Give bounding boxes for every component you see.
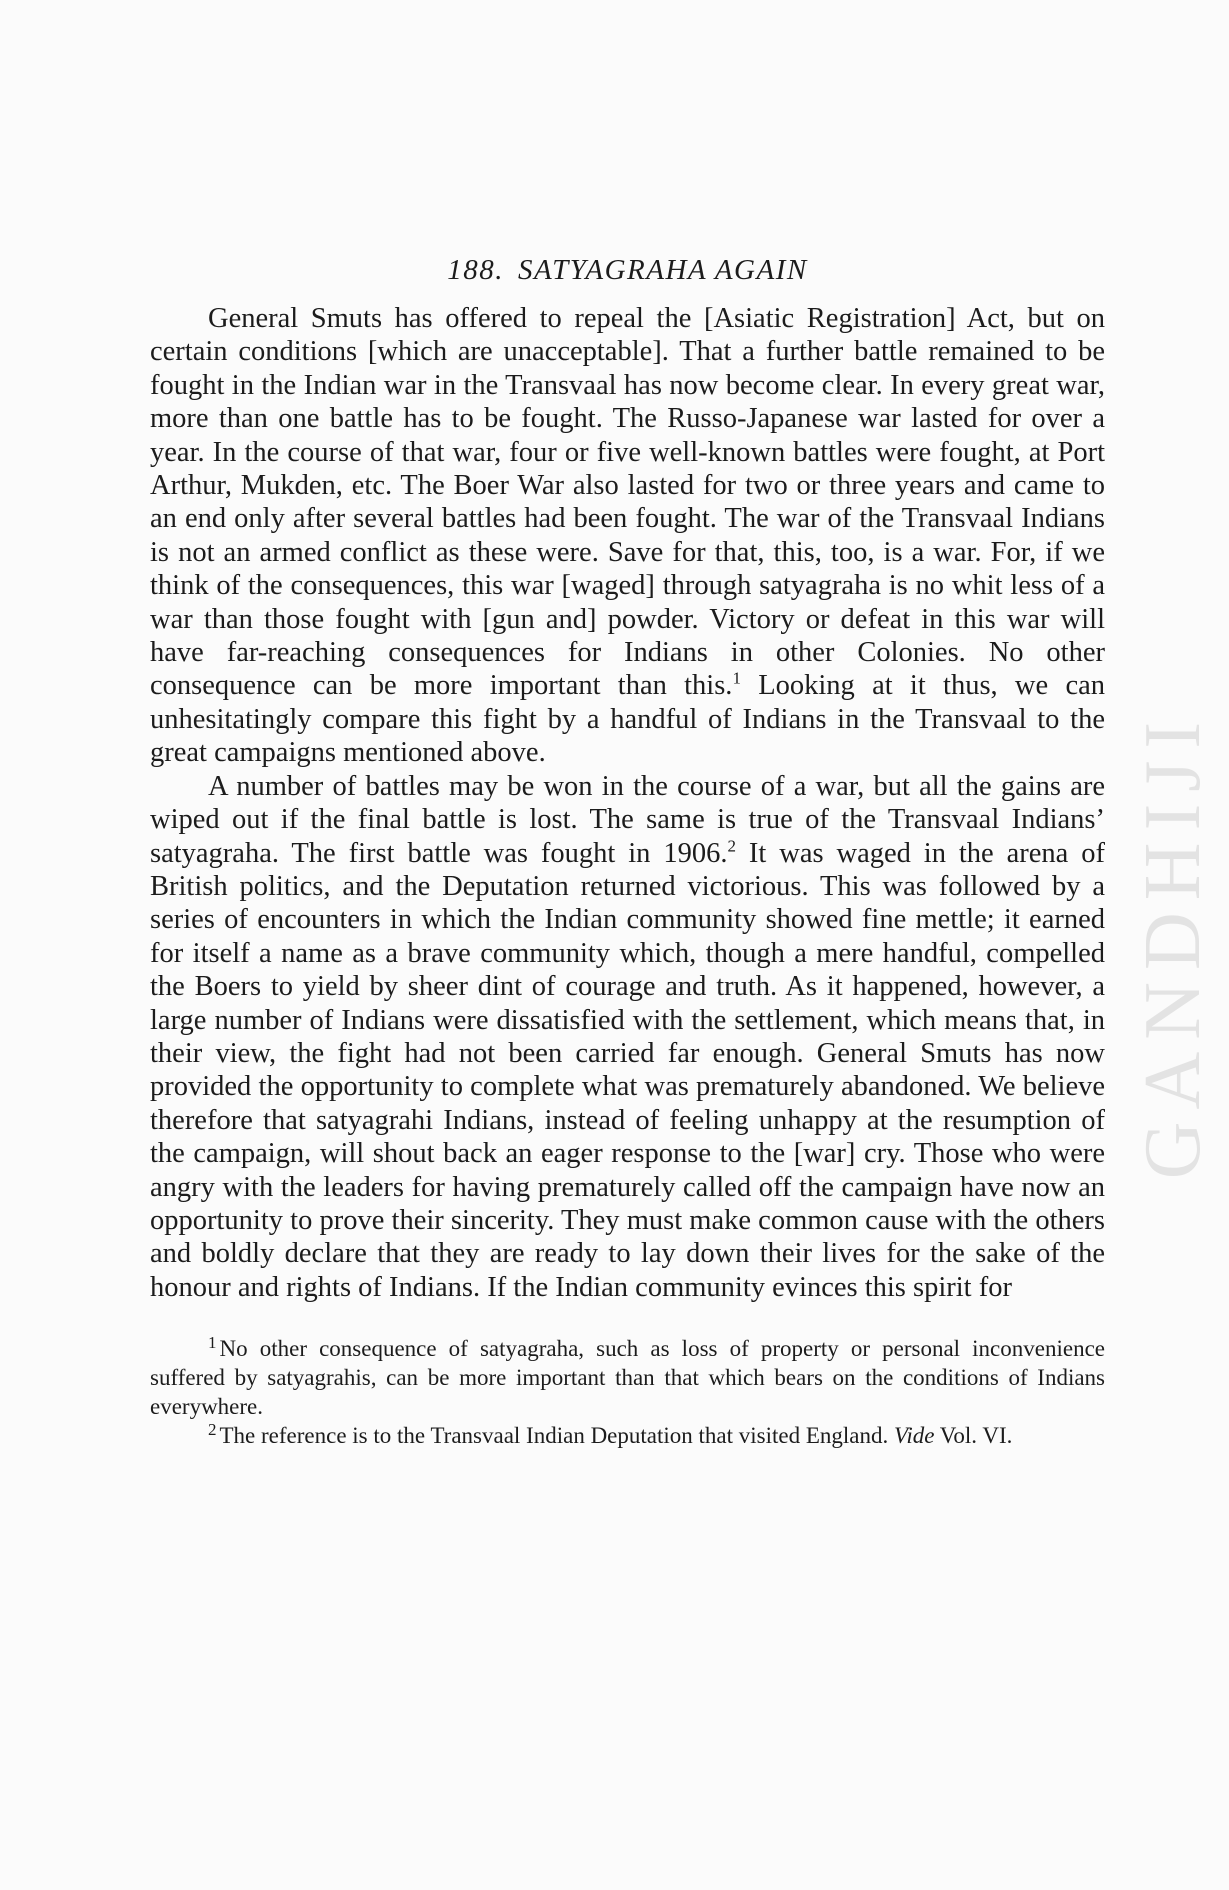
watermark-text: GANDHIJI (1128, 710, 1217, 1180)
watermark (1128, 505, 1217, 1385)
footnote-ref-1: 1 (732, 668, 741, 688)
paragraph-1-text-1: General Smuts has offered to repeal the [Asiatic Registration] Act, but on certain conditions [which are unacceptable]. That a further battle remained to be fought in the Indian war in the Transvaal has now become clear. In every great war, more than one battle has to be fought. The Russo-Japanese war lasted for over a year. In the course of that war, four or five well-known battles were fought, at Port Arthur, Mukden, etc. The Boer War also lasted for two or three years and came to an end only after several battles had been fought. The war of the Transvaal Indians is not an armed conflict as these were. Save for that, this, too, is a war. For, if we think of the consequences, this war [waged] through satyagraha is no whit less of a war than those fought with [gun and] powder. Victory or defeat in this war will have far-reaching consequences for Indians in other Colonies. No other consequence can be more important than this. (150, 303, 1105, 702)
footnote-2-vide: Vide (893, 1423, 935, 1449)
paragraph-2-text-1: A number of battles may be won in the course of a war, but all the gains are wiped out if the final battle is lost. The same is true of the Transvaal Indians’ satyagraha. The first battle was fought in 1906. (150, 770, 1105, 869)
page-content (150, 252, 1105, 1450)
article-number: 188. (447, 254, 505, 286)
footnote-2-marker: 2 (208, 1419, 217, 1439)
footnote-1-text: No other consequence of satyagraha, such as loss of property or personal inconvenience suffered by satyagrahis, can be more important than that which bears on the conditions of Indians everywhere. (150, 1336, 1105, 1420)
article-title-text: SATYAGRAHA AGAIN (518, 254, 808, 286)
footnote-2-text-after: Vol. VI. (934, 1423, 1013, 1449)
footnote-ref-2: 2 (727, 836, 736, 855)
paragraph-2 (150, 770, 1105, 1305)
paragraph-2-text-2: It was waged in the arena of British politics, and the Deputation returned victorious. This was followed by a series of encounters in which the Indian community showed fine mettle; it earned for itself a name as a brave community which, though a mere handful, compelled the Boers to yield by sheer dint of courage and truth. As it happened, however, a large number of Indians were dissatisfied with the settlement, which means that, in their view, the fight had not been carried far enough. General Smuts has now provided the opportunity to complete what was prematurely abandoned. We believe therefore that satyagrahi Indians, instead of feeling unhappy at the resumption of the campaign, will shout back an eager response to the [war] cry. Those who were angry with the leaders for having prematurely called off the campaign have now an opportunity to prove their sincerity. They must make common cause with the others and boldly declare that they are ready to lay down their lives for the sake of the honour and rights of Indians. If the Indian community evinces this spirit for (150, 837, 1105, 1303)
footnotes (150, 1334, 1105, 1450)
footnote-2-text: The reference is to the Transvaal Indian Deputation that visited England. (219, 1423, 894, 1449)
paragraph-1-text-2: Looking at it thus, we can unhesitatingly compare this fight by a handful of Indians in the Transvaal to the great campaigns mentioned above. (150, 670, 1105, 769)
article-title (150, 252, 1105, 288)
footnote-1 (150, 1334, 1105, 1421)
paragraph-1 (150, 302, 1105, 770)
footnote-2 (150, 1421, 1105, 1450)
footnote-1-marker: 1 (208, 1332, 217, 1352)
